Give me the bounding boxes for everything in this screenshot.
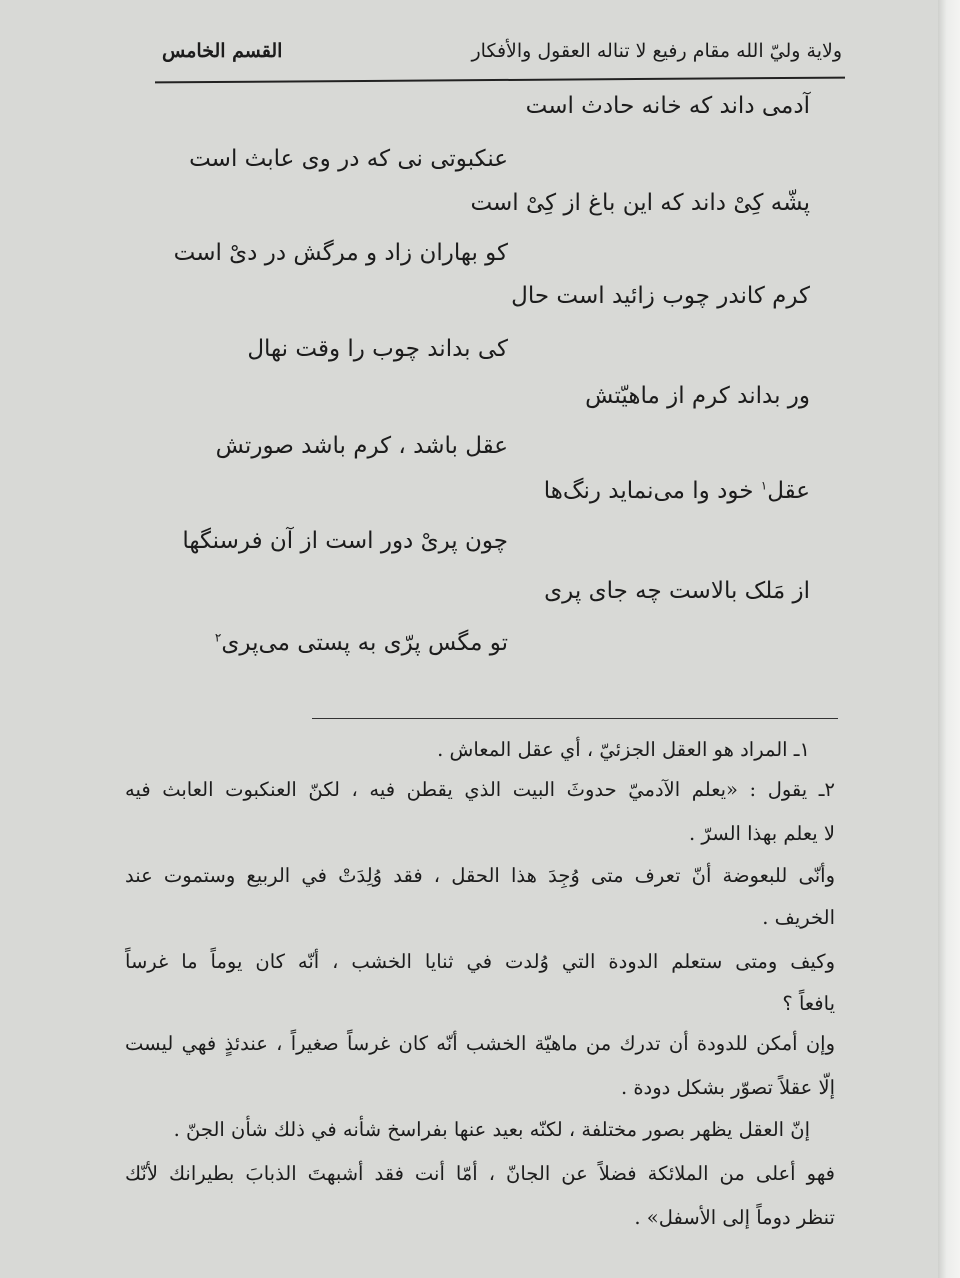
footnote-line: فهو أعلى من الملائكة فضلاً عن الجانّ ، أمّا أنت فقد أشبهتَ الذبابَ بطيرانك لأنّك [125, 1162, 835, 1185]
footnote-line: الخريف . [762, 906, 835, 929]
footnote-line: تنظر دوماً إلى الأسفل» . [634, 1206, 835, 1229]
footnote-line: وأنّى للبعوضة أنّ تعرف متى وُجِدَ هذا الحقل ، فقد وُلِدَتْ في الربيع وستموت عند [125, 864, 835, 887]
section-title: القسم الخامس [162, 40, 283, 62]
footnote-rule [312, 718, 838, 719]
page-edge [938, 0, 960, 1278]
running-title: ولاية وليّ الله مقام رفيع لا تناله العقول والأفكار [471, 40, 842, 62]
footnote-line: لا يعلم بهذا السرّ . [689, 822, 835, 845]
verse-word: عقل [767, 478, 810, 504]
footnote-line: إنّ العقل يظهر بصور مختلفة ، لكنّه بعيد عنها بفراسخ شأنه في ذلك شأن الجنّ . [173, 1118, 810, 1141]
verse-line: کرم کاندر چوب زائید است حال [511, 283, 810, 309]
verse-text: تو مگس پرّی به پستی می‌پری [221, 630, 508, 656]
header-rule [155, 77, 845, 84]
footnote-line: إلّا عقلاً تصوّر بشكل دودة . [620, 1076, 835, 1099]
footnote-line: ٢ـ يقول : «يعلم الآدميّ حدوثَ البيت الذي يقطن فيه ، لكنّ العنكبوت العابث فيه [125, 778, 835, 801]
footnote-line: وإن أمكن للدودة أن تدرك من ماهيّة الخشب أنّه كان غرساً صغيراً ، عندئذٍ فهي ليست [125, 1032, 835, 1055]
verse-line: آدمی داند که خانه حادث است [525, 93, 810, 119]
verse-line: ور بداند کرم از ماهیّتش [585, 383, 810, 409]
verse-line: کی بداند چوب را وقت نهال [247, 336, 508, 362]
verse-line: چون پریْ دور است از آن فرسنگها [182, 528, 508, 554]
verse-line: عنکبوتی نی که در وی عابث است [189, 146, 508, 172]
verse-line [544, 478, 810, 504]
footnote-mark: ١ [760, 478, 768, 493]
verse-line [215, 630, 508, 656]
footnote-line: وكيف ومتى ستعلم الدودة التي وُلدت في ثنايا الخشب ، أنّه كان يوماً ما غرساً [125, 950, 835, 973]
verse-line: پشّه کِیْ داند که این باغ از کِیْ است [470, 190, 810, 216]
verse-text: خود وا می‌نماید رنگ‌ها [543, 478, 754, 504]
footnote-line: ١ـ المراد هو العقل الجزئيّ ، أي عقل المعاش . [437, 738, 810, 761]
footnote-line: يافعاً ؟ [782, 992, 835, 1015]
footnote-mark: ٢ [214, 630, 222, 645]
verse-line: کو بهاران زاد و مرگش در دیْ است [173, 240, 508, 266]
verse-line: عقل باشد ، کرم باشد صورتش [215, 433, 508, 459]
verse-line: از مَلک بالاست چه جای پری [544, 578, 810, 604]
